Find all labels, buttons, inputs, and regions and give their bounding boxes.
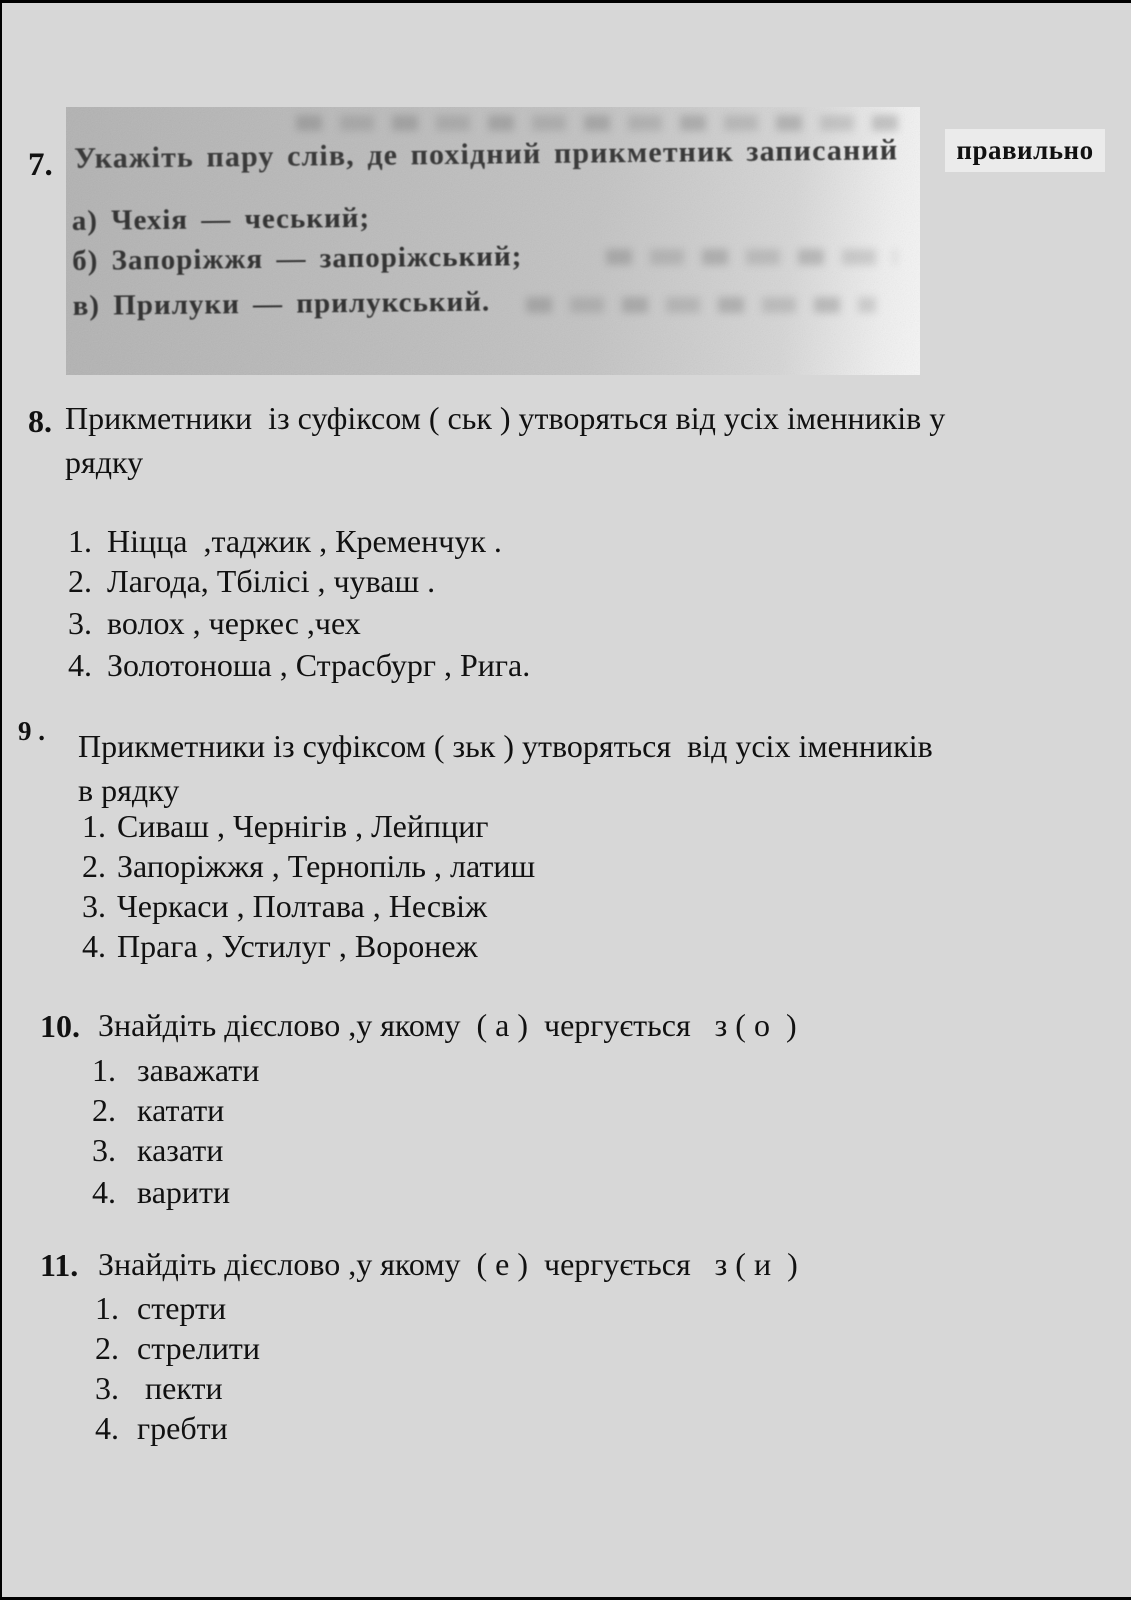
question8-item4-number: 4. bbox=[68, 647, 92, 683]
question9-item2-text: Запоріжжя , Тернопіль , латиш bbox=[117, 848, 536, 884]
question11-text: Знайдіть дієслово ,у якому ( е ) чергується з ( и ) bbox=[98, 1246, 798, 1282]
question7-option-v: в) Прилуки — прилукський. bbox=[72, 285, 491, 322]
page-border-top bbox=[0, 0, 1131, 3]
question10-item3-number: 3. bbox=[92, 1132, 116, 1168]
question11-item4-text: гребти bbox=[137, 1410, 228, 1446]
question7-text: Укажіть пару слів, де похідний прикметник записаний bbox=[73, 133, 899, 175]
question11-item1-text: стерти bbox=[137, 1290, 227, 1326]
question11-item3-number: 3. bbox=[95, 1370, 119, 1406]
question10-item3-text: казати bbox=[137, 1132, 224, 1168]
correct-label bbox=[945, 129, 1105, 172]
question11-item2-number: 2. bbox=[95, 1330, 119, 1366]
question9-item4-number: 4. bbox=[82, 928, 106, 964]
question11-number: 11. bbox=[40, 1247, 79, 1283]
question9-text-line1: Прикметники із суфіксом ( зьк ) утворяться від усіх іменників bbox=[78, 728, 933, 764]
correct-label-text: правильно bbox=[956, 135, 1094, 165]
question9-item2-number: 2. bbox=[82, 848, 106, 884]
question10-item4-number: 4. bbox=[92, 1174, 116, 1210]
question8-item4-text: Золотоноша , Страсбург , Рига. bbox=[107, 647, 531, 683]
scanned-question-image bbox=[66, 107, 920, 375]
scan-text-layer bbox=[66, 107, 920, 375]
question11-item1-number: 1. bbox=[95, 1290, 119, 1326]
question7-number: 7. bbox=[28, 147, 53, 183]
question11-item3-text: пекти bbox=[137, 1370, 223, 1406]
question8-item2-text: Лагода, Тбілісі , чуваш . bbox=[107, 563, 436, 599]
question9-text-line2: в рядку bbox=[78, 772, 180, 808]
question10-item1-text: заважати bbox=[137, 1052, 260, 1088]
question10-item2-text: катати bbox=[137, 1092, 225, 1128]
question9-number: 9 . bbox=[18, 716, 45, 746]
question8-item3-text: волох , черкес ,чех bbox=[107, 605, 361, 641]
question11-item2-text: стрелити bbox=[137, 1330, 260, 1366]
question7-option-b: б) Запоріжжя — запоріжський; bbox=[72, 240, 523, 277]
question8-number: 8. bbox=[28, 403, 52, 439]
question10-item1-number: 1. bbox=[92, 1052, 116, 1088]
question9-item3-number: 3. bbox=[82, 888, 106, 924]
question8-text-line2: рядку bbox=[65, 444, 144, 480]
question10-item2-number: 2. bbox=[92, 1092, 116, 1128]
question9-item3-text: Черкаси , Полтава , Несвіж bbox=[117, 888, 488, 924]
question10-number: 10. bbox=[40, 1008, 80, 1044]
question11-item4-number: 4. bbox=[95, 1410, 119, 1446]
question9-item1-number: 1. bbox=[82, 808, 106, 844]
page-border-left bbox=[0, 0, 2, 1600]
question9-item4-text: Прага , Устилуг , Воронеж bbox=[117, 928, 478, 964]
question9-item1-text: Сиваш , Чернігів , Лейпциг bbox=[117, 808, 489, 844]
question10-item4-text: варити bbox=[137, 1174, 231, 1210]
question7-option-a: а) Чехія — чеський; bbox=[71, 201, 371, 237]
question8-item1-number: 1. bbox=[68, 523, 92, 559]
question8-text-line1: Прикметники із суфіксом ( ськ ) утворяться від усіх іменників у bbox=[65, 400, 946, 436]
question10-text: Знайдіть дієслово ,у якому ( а ) чергується з ( о ) bbox=[98, 1007, 797, 1043]
question8-item1-text: Ніцца ,таджик , Кременчук . bbox=[107, 523, 502, 559]
question8-item3-number: 3. bbox=[68, 605, 92, 641]
question8-item2-number: 2. bbox=[68, 563, 92, 599]
